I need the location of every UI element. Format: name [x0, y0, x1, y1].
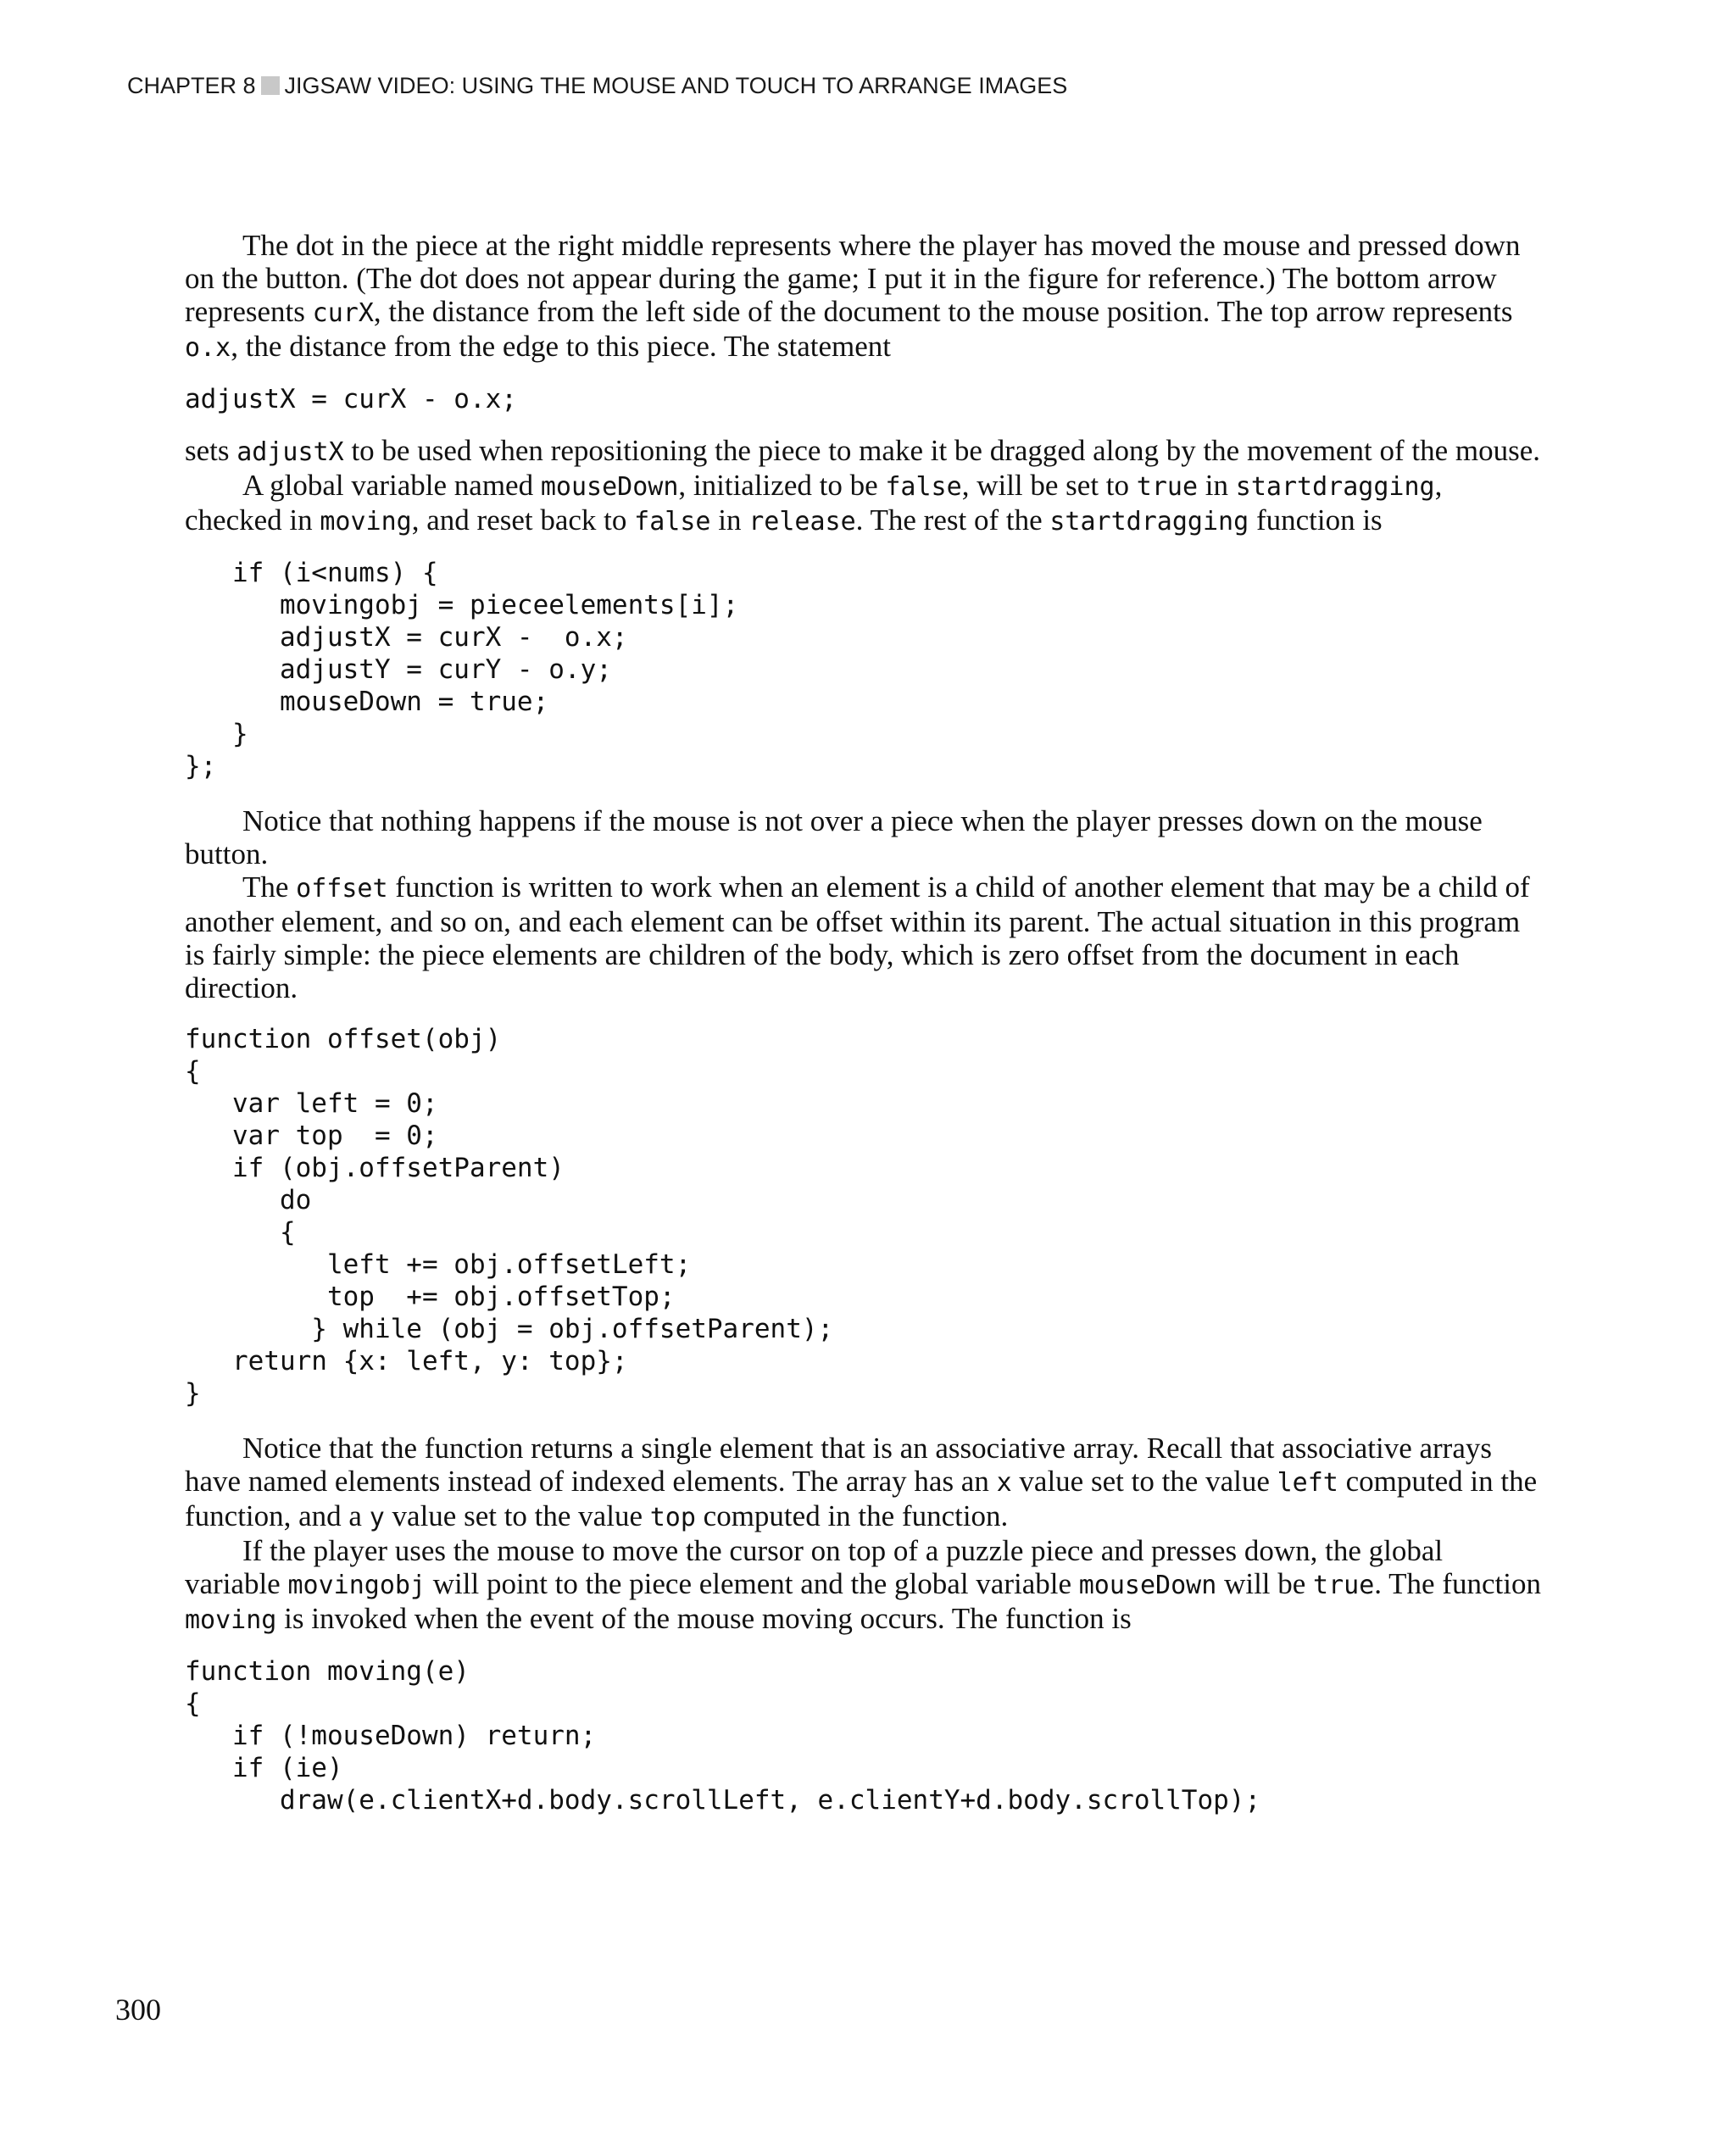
inline-code: mouseDown — [1078, 1571, 1217, 1600]
text-span: , initialized to be — [678, 469, 886, 502]
text-span: computed in the function, and a — [185, 1465, 1538, 1532]
inline-code: true — [1313, 1571, 1375, 1600]
text-span: If the player uses the mouse to move the cursor on top of a puzzle piece and presses down, the global variable — [185, 1534, 1444, 1600]
inline-code: top — [649, 1503, 696, 1532]
text-span: value set to the value — [1011, 1465, 1277, 1498]
text-span: value set to the value — [384, 1499, 650, 1532]
inline-code: o.x — [185, 333, 231, 363]
text-span: Notice that the function returns a single element that is an associative array. Recall that associative arrays have named elements instead of indexed elements. The array has an — [185, 1432, 1492, 1498]
inline-code: mouseDown — [540, 472, 679, 502]
text-span: will be — [1216, 1567, 1314, 1600]
inline-code: startdragging — [1049, 507, 1249, 537]
inline-code: curX — [312, 298, 374, 328]
inline-code: moving — [320, 507, 412, 537]
code-block: function offset(obj) { var left = 0; var top = 0; if (obj.offsetParent) do { left += obj.offsetLeft; top += obj.offsetTop; } while (obj = obj.offsetParent); return {x: left, y: top}; } — [185, 1024, 834, 1409]
paragraph — [185, 1432, 1541, 1534]
text-span: . The function — [1374, 1567, 1541, 1600]
text-span: The — [242, 870, 297, 904]
inline-code: offset — [296, 874, 388, 904]
page-body — [185, 229, 1541, 1816]
text-span: to be used when repositioning the piece to make it be dragged along by the movement of the mouse. — [343, 434, 1540, 467]
text-span: function is written to work when an element is a child of another element that may be a child of another element, and so on, and each element can be offset within its parent. The actual situation in this program is fairly simple: the piece elements are children of the body, which is zero offset from the document in each direction. — [185, 870, 1530, 1004]
text-span: , the distance from the left side of the document to the mouse position. The top arrow represents — [373, 295, 1513, 328]
inline-code: y — [369, 1503, 385, 1532]
inline-code: startdragging — [1235, 472, 1435, 502]
text-span: in — [710, 503, 749, 537]
inline-code: release — [748, 507, 856, 537]
paragraph — [185, 229, 1541, 364]
text-span: The dot in the piece at the right middle represents where the player has moved the mouse and pressed down on the button. (The dot does not appear during the game; I put it in the figure for reference.) The bottom arrow represents — [185, 229, 1521, 328]
inline-code: x — [996, 1468, 1012, 1498]
chapter-label: CHAPTER 8 — [127, 73, 256, 98]
text-span: , will be set to — [961, 469, 1137, 502]
text-span: sets — [185, 434, 237, 467]
code-block: if (i<nums) { movingobj = pieceelements[i]; adjustX = curX - o.x; adjustY = curY - o.y; mouseDown = true; } }; — [185, 558, 739, 781]
text-span: , the distance from the edge to this piece. The statement — [231, 330, 892, 363]
inline-code: true — [1136, 472, 1199, 502]
text-span: A global variable named — [242, 469, 541, 502]
inline-code: adjustX — [236, 437, 344, 467]
text-span: computed in the function. — [695, 1499, 1009, 1532]
text-span: . The rest of the — [855, 503, 1050, 537]
text-span: in — [1198, 469, 1236, 502]
inline-code: false — [885, 472, 962, 502]
text-span: is invoked when the event of the mouse moving occurs. The function is — [276, 1602, 1132, 1635]
square-separator-icon — [261, 76, 280, 95]
code-block: function moving(e) { if (!mouseDown) return; if (ie) draw(e.clientX+d.body.scrollLeft, e.clientY+d.body.scrollTop); — [185, 1656, 1261, 1816]
page-number: 300 — [115, 1993, 161, 2027]
text-span: Notice that nothing happens if the mouse is not over a piece when the player presses down on the mouse button. — [185, 804, 1483, 870]
paragraph — [185, 1534, 1541, 1637]
text-span: function is — [1249, 503, 1383, 537]
inline-code: moving — [185, 1605, 277, 1635]
code-block: adjustX = curX - o.x; — [185, 384, 517, 414]
paragraph — [185, 870, 1541, 1004]
text-span: , checked in — [185, 469, 1443, 537]
inline-code: left — [1277, 1468, 1338, 1498]
text-span: will point to the piece element and the global variable — [426, 1567, 1079, 1600]
inline-code: false — [634, 507, 711, 537]
paragraph — [185, 434, 1541, 469]
inline-code: movingobj — [287, 1571, 426, 1600]
paragraph — [185, 804, 1541, 870]
paragraph — [185, 469, 1541, 538]
chapter-title: JIGSAW VIDEO: USING THE MOUSE AND TOUCH TO ARRANGE IMAGES — [284, 73, 1068, 98]
text-span: , and reset back to — [411, 503, 635, 537]
running-head — [127, 73, 1067, 99]
